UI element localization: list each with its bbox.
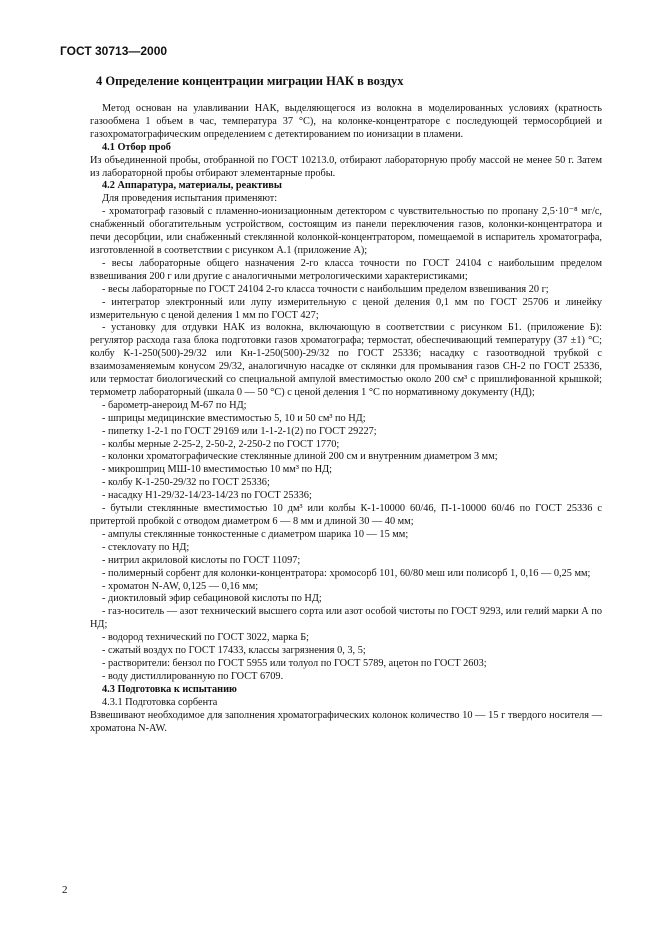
paragraph: - воду дистиллированную по ГОСТ 6709.: [102, 670, 284, 682]
section-title: 4 Определение концентрации миграции НАК в воздух: [96, 74, 404, 88]
paragraph: - ампулы стеклянные тонкостенные с диаметром шарика 10 — 15 мм;: [102, 528, 409, 540]
subsection-heading: 4.3.1 Подготовка сорбента: [102, 696, 218, 708]
paragraph: Взвешивают необходимое для заполнения хроматографических колонок количество 10 — 15 г твердого носителя — хроматона N-AW.: [90, 709, 602, 734]
subsection-heading: 4.2 Аппаратура, материалы, реактивы: [102, 180, 282, 192]
paragraph: - весы лабораторные по ГОСТ 24104 2-го класса точности с наибольшим пределом взвешивания 20 г;: [102, 283, 549, 295]
paragraph: - газ-носитель — азот технический высшего сорта или азот особой чистоты по ГОСТ 9293, или гелий марки А по НД;: [90, 606, 602, 631]
paragraph: - сжатый воздух по ГОСТ 17433, классы загрязнения 0, 3, 5;: [102, 645, 366, 657]
subsection-heading: 4.3 Подготовка к испытанию: [102, 683, 237, 695]
paragraph: - бутыли стеклянные вместимостью 10 дм³ или колбы К-1-10000 60/46, П-1-10000 60/46 по ГОСТ 25336 с притертой пробкой с отводом диаметром 6 — 8 мм и длиной 30 — 40 мм;: [90, 503, 602, 527]
paragraph: - барометр-анероид М-67 по НД;: [102, 399, 247, 411]
paragraph: - нитрил акриловой кислоты по ГОСТ 11097;: [102, 554, 301, 566]
subsection-heading: 4.1 Отбор проб: [102, 141, 171, 153]
paragraph: - водород технический по ГОСТ 3022, марка Б;: [102, 632, 310, 644]
paragraph: - насадку Н1-29/32-14/23-14/23 по ГОСТ 25336;: [102, 490, 312, 502]
paragraph: - полимерный сорбент для колонки-концентратора: хромосорб 101, 60/80 меш или полисорб 1, 0,16 — 0,25 мм;: [102, 567, 591, 579]
paragraph: - весы лабораторные общего назначения 2-го класса точности по ГОСТ 24104 с наибольшим пределом взвешивания 200 г или другие с аналогичными метрологическими характеристиками;: [90, 257, 602, 282]
paragraph: - шприцы медицинские вместимостью 5, 10 и 50 см³ по НД;: [102, 412, 366, 424]
paragraph: - установку для отдувки НАК из волокна, включающую в соответствии с рисунком Б1. (приложение Б): регулятор расхода газа блока подготовки газов хроматографа; термостат, обеспечивающий температуру (37 ±1) °С; колбу К-1-250(500)-29/32 или Кн-1-250(500)-29/32 по ГОСТ 25336; насадку с газоотводной трубкой с взаимозаменяемым конусом 29/32, аналогичную насадке от склянки для промывания газов СН-2 по ГОСТ 25336, или термостат биологический со специальной ампулой вместимостью около 200 см³ с пришлифованной крышкой; термометр лабораторный (шкала 0 — 50 °С) с ценой деления 1 °С по нормативному документу (НД);: [90, 322, 602, 398]
page-number: 2: [62, 884, 68, 896]
paragraph: - колбу К-1-250-29/32 по ГОСТ 25336;: [102, 477, 270, 489]
paragraph: - интегратор электронный или лупу измерительную с ценой деления 0,1 мм по ГОСТ 25706 и линейку измерительную с ценой деления 1 мм по ГОСТ 427;: [90, 296, 602, 321]
document-code: ГОСТ 30713—2000: [60, 44, 168, 58]
document-body: [90, 74, 602, 735]
paragraph: - хроматограф газовый с пламенно-ионизационным детектором с чувствительностью по пропану 2,5·10⁻⁸ мг/с, снабженный обогатительным устройством, состоящим из панели переключения газов, колонки-концентратора и печи десорбции, или снабженный стеклянной колонкой-концентратором, помещаемой в испаритель хроматографа, изготовленной в соответствии с рисунком А.1 (приложение А);: [90, 206, 602, 256]
paragraph: - колонки хроматографические стеклянные длиной 200 см и внутренним диаметром 3 мм;: [102, 451, 498, 463]
paragraph: - диоктиловый эфир себациновой кислоты по НД;: [102, 593, 322, 605]
paragraph: - колбы мерные 2-25-2, 2-50-2, 2-250-2 по ГОСТ 1770;: [102, 438, 340, 450]
paragraph: - пипетку 1-2-1 по ГОСТ 29169 или 1-1-2-1(2) по ГОСТ 29227;: [102, 425, 377, 437]
paragraph: - микрошприц МШ-10 вместимостью 10 мм³ по НД;: [102, 464, 333, 476]
paragraph: - хроматон N-AW, 0,125 — 0,16 мм;: [102, 580, 259, 592]
paragraph: Метод основан на улавливании НАК, выделяющегося из волокна в моделированных условиях (кратность газообмена 1 объем в час, температура 37 °С), на колонке-концентраторе с последующей термосорбцией и газохроматографическим определением с детектированием по ионизации в пламени.: [90, 103, 602, 140]
paragraph: Из объединенной пробы, отобранной по ГОСТ 10213.0, отбирают лабораторную пробу массой не менее 50 г. Затем из лабораторной пробы отбирают элементарные пробы.: [90, 154, 602, 179]
paragraph: Для проведения испытания применяют:: [102, 193, 278, 205]
paragraph: - растворители: бензол по ГОСТ 5955 или толуол по ГОСТ 5789, ацетон по ГОСТ 2603;: [102, 657, 487, 669]
paragraph: - стеклovaту по НД;: [102, 541, 190, 553]
